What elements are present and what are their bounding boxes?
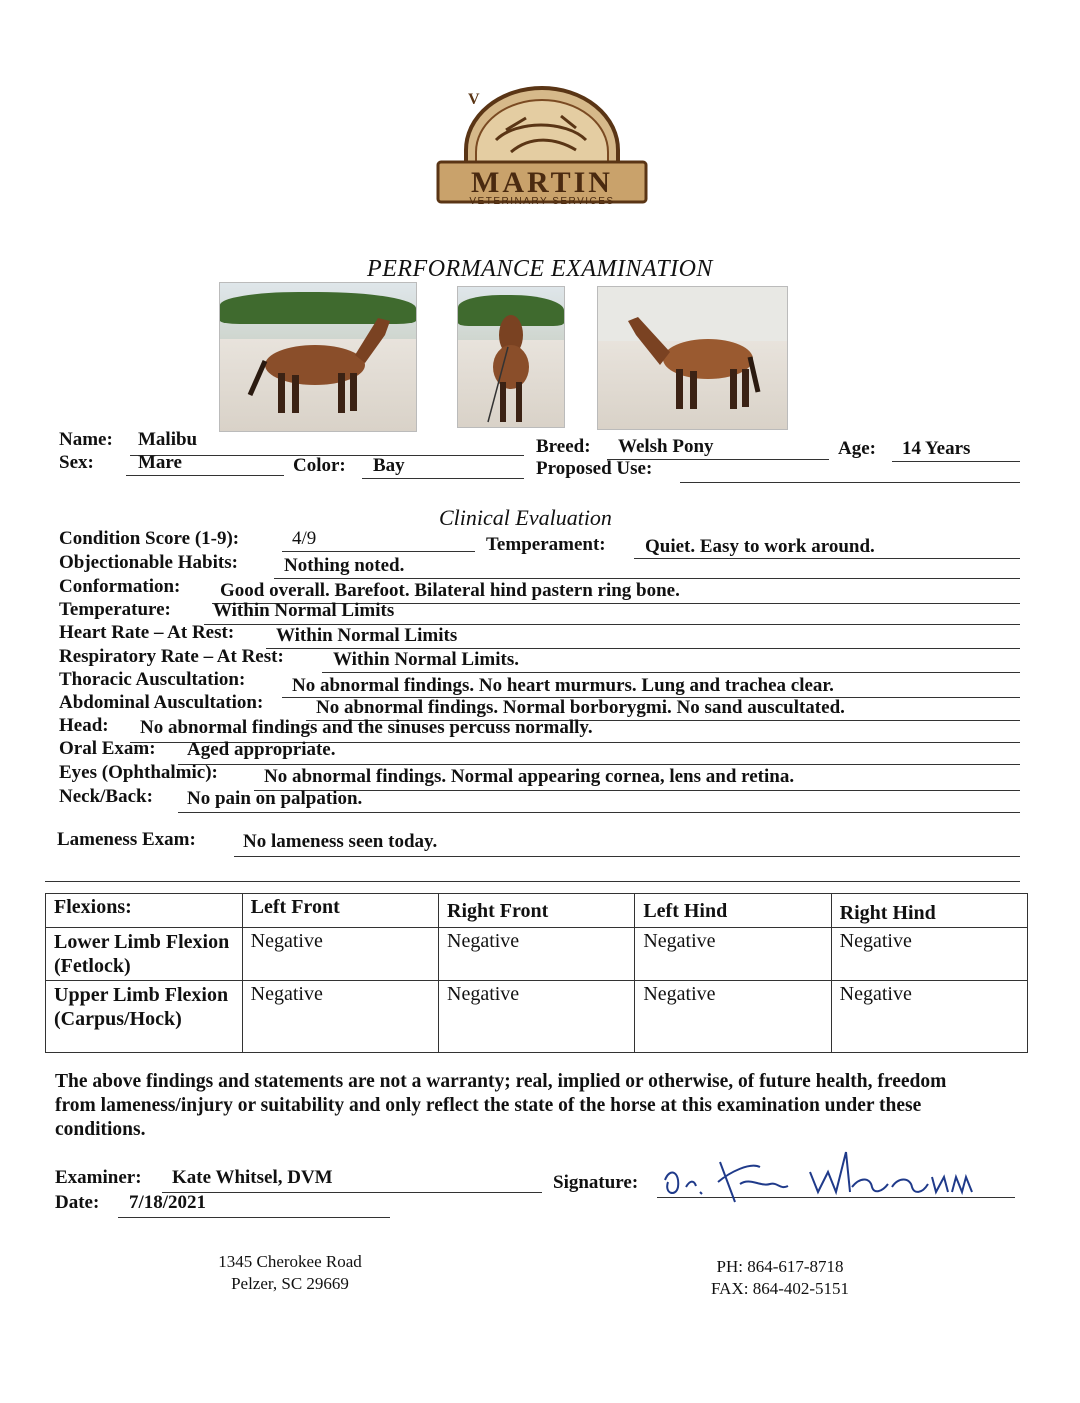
resp-rate-value: Within Normal Limits. xyxy=(333,649,519,670)
condition-value: 4/9 xyxy=(292,528,317,549)
table-header-cell: Right Hind xyxy=(831,894,1027,928)
name-label: Name: xyxy=(59,429,113,450)
table-cell: Negative xyxy=(831,928,1027,981)
eyes-label: Eyes (Ophthalmic): xyxy=(59,762,218,783)
fax: FAX: 864-402-5151 xyxy=(710,1279,850,1298)
conformation-value: Good overall. Barefoot. Bilateral hind pastern ring bone. xyxy=(220,580,680,601)
table-header-cell: Right Front xyxy=(439,894,635,928)
table-row xyxy=(46,928,1028,981)
temperament-value: Quiet. Easy to work around. xyxy=(645,536,875,557)
heart-rate-label: Heart Rate – At Rest: xyxy=(59,622,235,643)
horse-photo-right-side xyxy=(597,286,788,430)
contact-block xyxy=(680,1256,880,1300)
svg-text:V: V xyxy=(468,91,480,108)
logo-name: MARTIN xyxy=(471,166,613,199)
lameness-value: No lameness seen today. xyxy=(243,831,438,852)
name-value: Malibu xyxy=(138,429,198,450)
phone: PH: 864-617-8718 xyxy=(716,1257,844,1276)
habits-label: Objectionable Habits: xyxy=(59,552,238,573)
horse-photo-left-side xyxy=(219,282,417,432)
signature-label: Signature: xyxy=(553,1172,639,1193)
resp-rate-label: Respiratory Rate – At Rest: xyxy=(59,646,284,667)
address-line2: Pelzer, SC 29669 xyxy=(231,1274,349,1293)
table-row xyxy=(46,981,1028,1053)
date-label: Date: xyxy=(55,1192,100,1213)
examiner-value: Kate Whitsel, DVM xyxy=(172,1167,333,1188)
sex-value: Mare xyxy=(138,452,182,473)
abdominal-label: Abdominal Auscultation: xyxy=(59,692,264,713)
abdominal-value: No abnormal findings. Normal borborygmi. No sand auscultated. xyxy=(316,697,845,718)
head-value: No abnormal findings and the sinuses percuss normally. xyxy=(140,717,593,738)
table-header-cell: Flexions: xyxy=(46,894,243,928)
oral-exam-value: Aged appropriate. xyxy=(187,739,336,760)
temperature-label: Temperature: xyxy=(59,599,171,620)
heart-rate-value: Within Normal Limits xyxy=(276,625,458,646)
horse-icon xyxy=(220,283,416,431)
head-label: Head: xyxy=(59,715,109,736)
examiner-label: Examiner: xyxy=(55,1167,142,1188)
proposed-use-label: Proposed Use: xyxy=(536,458,653,479)
table-header-cell: Left Front xyxy=(242,894,438,928)
color-value: Bay xyxy=(373,455,405,476)
table-header-cell: Left Hind xyxy=(635,894,831,928)
conformation-label: Conformation: xyxy=(59,576,181,597)
table-cell: Negative xyxy=(439,981,635,1053)
thoracic-label: Thoracic Auscultation: xyxy=(59,669,246,690)
logo-subtitle: VETERINARY SERVICES xyxy=(469,196,615,207)
temperament-label: Temperament: xyxy=(486,534,606,555)
table-cell: Negative xyxy=(242,981,438,1053)
neck-back-label: Neck/Back: xyxy=(59,786,153,807)
lameness-label: Lameness Exam: xyxy=(57,829,196,850)
practice-logo xyxy=(436,80,648,215)
clinical-title: Clinical Evaluation xyxy=(439,505,612,530)
table-header-row xyxy=(46,894,1028,928)
condition-label: Condition Score (1-9): xyxy=(59,528,240,549)
age-label: Age: xyxy=(838,438,876,459)
temperature-value: Within Normal Limits xyxy=(213,600,395,621)
table-cell: Negative xyxy=(635,981,831,1053)
table-cell: Negative xyxy=(635,928,831,981)
table-row-label: Lower Limb Flexion (Fetlock) xyxy=(46,928,243,981)
disclaimer-text: The above findings and statements are not a warranty; real, implied or otherwise, of future health, freedom from lameness/injury or suitability and only reflect the state of the horse at this examination under these conditions. xyxy=(55,1071,947,1140)
sex-label: Sex: xyxy=(59,452,94,473)
horse-icon xyxy=(598,287,787,429)
horse-icon xyxy=(458,287,564,427)
thoracic-value: No abnormal findings. No heart murmurs. Lung and trachea clear. xyxy=(292,675,834,696)
eyes-value: No abnormal findings. Normal appearing cornea, lens and retina. xyxy=(264,766,795,787)
table-row-label: Upper Limb Flexion (Carpus/Hock) xyxy=(46,981,243,1053)
breed-value: Welsh Pony xyxy=(618,436,714,457)
page-title: PERFORMANCE EXAMINATION xyxy=(367,256,713,282)
address-line1: 1345 Cherokee Road xyxy=(218,1252,362,1271)
color-label: Color: xyxy=(293,455,346,476)
habits-value: Nothing noted. xyxy=(284,555,405,576)
table-cell: Negative xyxy=(831,981,1027,1053)
date-value: 7/18/2021 xyxy=(129,1192,207,1213)
address-block xyxy=(190,1251,390,1295)
age-value: 14 Years xyxy=(902,438,971,459)
flexions-table xyxy=(45,893,1028,1053)
signature-icon xyxy=(660,1132,1020,1212)
table-cell: Negative xyxy=(439,928,635,981)
table-cell: Negative xyxy=(242,928,438,981)
oral-exam-label: Oral Exam: xyxy=(59,738,156,759)
neck-back-value: No pain on palpation. xyxy=(187,788,363,809)
horse-photo-front xyxy=(457,286,565,428)
breed-label: Breed: xyxy=(536,436,591,457)
